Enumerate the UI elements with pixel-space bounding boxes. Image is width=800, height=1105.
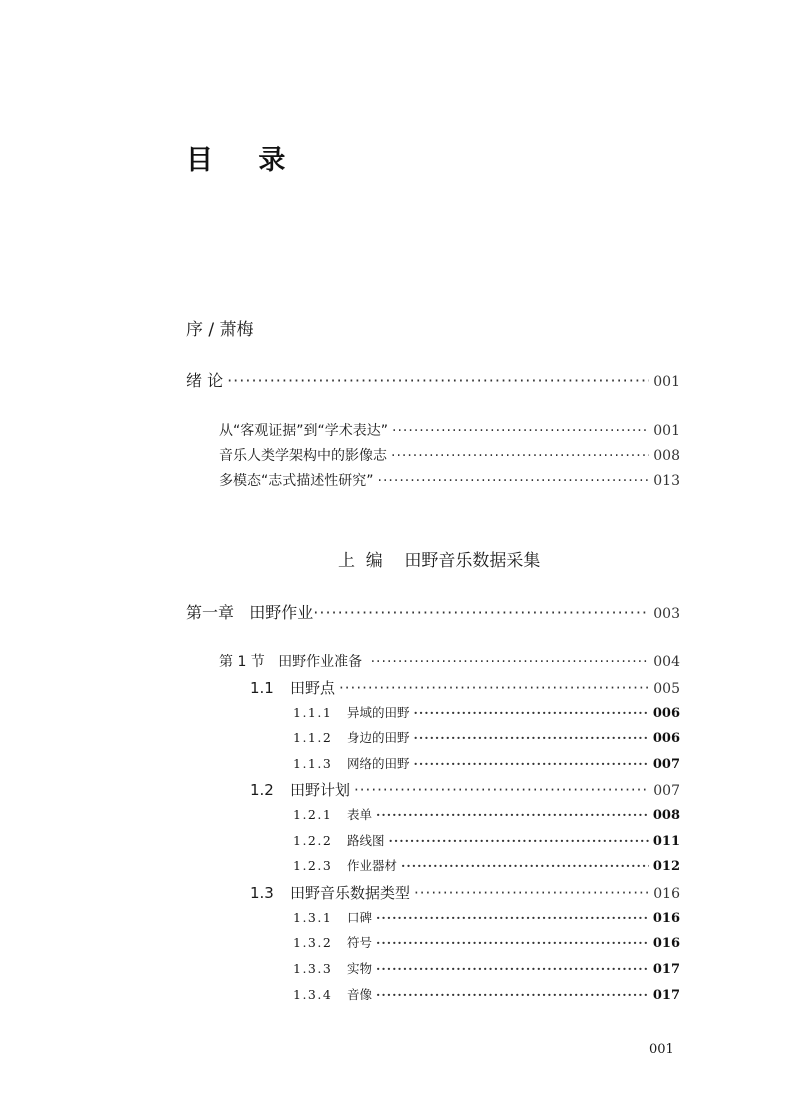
toc-entry-subsection[interactable] bbox=[250, 882, 680, 903]
toc-entry-title: 音乐人类学架构中的影像志 bbox=[219, 448, 387, 464]
toc-entry-number: 1.3.3 bbox=[293, 961, 333, 976]
toc-entry-item[interactable] bbox=[293, 831, 680, 849]
toc-entry-intro[interactable] bbox=[186, 368, 680, 391]
leader-dots bbox=[376, 807, 649, 822]
leader-dots bbox=[401, 858, 649, 873]
toc-page-number: 008 bbox=[652, 808, 680, 823]
toc-entry-title: 作业器材 bbox=[347, 858, 398, 873]
toc-entry-number: 1.1.2 bbox=[293, 730, 333, 745]
toc-entry-title: 身边的田野 bbox=[347, 730, 410, 745]
toc-page-number: 011 bbox=[652, 834, 680, 849]
toc-page-number: 001 bbox=[653, 374, 680, 390]
leader-dots bbox=[339, 679, 649, 697]
toc-page-number: 012 bbox=[652, 859, 680, 874]
toc-entry-title: 路线图 bbox=[347, 833, 385, 848]
toc-page-number: 013 bbox=[653, 473, 680, 489]
toc-entry-number: 1.2.3 bbox=[293, 858, 333, 873]
toc-entry-title: 表单 bbox=[347, 807, 373, 822]
toc-page-number: 008 bbox=[653, 448, 680, 464]
toc-entry-number: 1.2.1 bbox=[293, 807, 333, 822]
toc-entry-title: 网络的田野 bbox=[347, 756, 410, 771]
toc-page-number: 001 bbox=[653, 423, 680, 439]
leader-dots bbox=[414, 705, 649, 720]
toc-entry-label bbox=[293, 703, 410, 721]
toc-entry-title: 多模态“志式描述性研究” bbox=[219, 473, 374, 489]
toc-entry-title: 田野音乐数据类型 bbox=[290, 884, 411, 902]
toc-page-number: 017 bbox=[652, 962, 680, 977]
leader-dots bbox=[376, 910, 649, 925]
toc-entry-label bbox=[293, 831, 385, 849]
leader-dots bbox=[354, 781, 649, 799]
toc-entry-title: 田野计划 bbox=[290, 781, 351, 799]
toc-entry-item[interactable] bbox=[293, 908, 680, 926]
toc-page-number: 016 bbox=[652, 936, 680, 951]
toc-entry-item[interactable] bbox=[293, 959, 680, 977]
toc-page-number: 007 bbox=[653, 783, 680, 799]
toc-page-number: 004 bbox=[653, 654, 680, 670]
toc-page-number: 017 bbox=[652, 988, 680, 1003]
toc-entry-item[interactable] bbox=[293, 728, 680, 746]
toc-entry-item[interactable] bbox=[293, 985, 680, 1003]
toc-entry[interactable] bbox=[219, 470, 680, 490]
leader-dots bbox=[378, 473, 650, 489]
toc-entry-label bbox=[293, 728, 410, 746]
toc-page-number: 006 bbox=[652, 731, 680, 746]
toc-entry-number: 1.3 bbox=[250, 884, 274, 902]
preface-entry: 序 / 萧梅 bbox=[186, 320, 254, 340]
leader-dots bbox=[414, 730, 649, 745]
toc-entry-label bbox=[293, 908, 372, 926]
toc-entry-number: 1.1 bbox=[250, 679, 274, 697]
toc-entry-number: 1.3.2 bbox=[293, 935, 333, 950]
toc-entry-item[interactable] bbox=[293, 805, 680, 823]
toc-page-number: 005 bbox=[653, 681, 680, 697]
toc-entry-title: 音像 bbox=[347, 987, 373, 1002]
toc-entry[interactable] bbox=[219, 445, 680, 465]
toc-entry-subsection[interactable] bbox=[250, 677, 680, 698]
toc-entry-title: 符号 bbox=[347, 935, 373, 950]
toc-entry-label bbox=[250, 779, 350, 800]
toc-entry-number: 1.3.4 bbox=[293, 987, 333, 1002]
toc-entry-item[interactable] bbox=[293, 754, 680, 772]
footer-page-number: 001 bbox=[649, 1042, 674, 1057]
toc-page-number: 006 bbox=[652, 706, 680, 721]
toc-entry-title: 第一章 田野作业 bbox=[186, 603, 314, 622]
toc-page-number: 016 bbox=[652, 911, 680, 926]
leader-dots bbox=[313, 603, 649, 622]
toc-entry-label bbox=[293, 805, 372, 823]
toc-entry-label bbox=[250, 882, 410, 903]
toc-entry-number: 1.1.3 bbox=[293, 756, 333, 771]
toc-page-number: 003 bbox=[653, 606, 680, 622]
toc-entry-number: 1.3.1 bbox=[293, 910, 333, 925]
toc-entry-item[interactable] bbox=[293, 703, 680, 721]
toc-entry-title: 从“客观证据”到“学术表达” bbox=[219, 423, 389, 439]
toc-entry-label bbox=[293, 933, 372, 951]
toc-entry-item[interactable] bbox=[293, 856, 680, 874]
toc-entry-number: 1.1.1 bbox=[293, 705, 333, 720]
toc-entry-label bbox=[293, 754, 410, 772]
part-title: 上 编 田野音乐数据采集 bbox=[338, 551, 541, 571]
toc-entry-number: 1.2 bbox=[250, 781, 274, 799]
leader-dots bbox=[371, 654, 650, 670]
toc-entry-number: 1.2.2 bbox=[293, 833, 333, 848]
toc-entry-title: 实物 bbox=[347, 961, 373, 976]
leader-dots bbox=[389, 833, 649, 848]
leader-dots bbox=[391, 448, 649, 464]
toc-entry-chapter[interactable] bbox=[186, 600, 680, 623]
leader-dots bbox=[376, 987, 649, 1002]
toc-entry-item[interactable] bbox=[293, 933, 680, 951]
leader-dots bbox=[392, 423, 649, 439]
toc-entry-label bbox=[250, 677, 335, 698]
toc-page-number: 007 bbox=[652, 757, 680, 772]
toc-entry-section[interactable] bbox=[219, 651, 680, 671]
toc-entry-title: 异域的田野 bbox=[347, 705, 410, 720]
toc-entry-label bbox=[293, 985, 372, 1003]
toc-entry-title: 口碑 bbox=[347, 910, 373, 925]
toc-page-number: 016 bbox=[653, 886, 680, 902]
leader-dots bbox=[227, 371, 649, 390]
toc-entry-subsection[interactable] bbox=[250, 779, 680, 800]
leader-dots bbox=[376, 935, 649, 950]
toc-entry-label bbox=[293, 856, 397, 874]
toc-entry-title: 田野点 bbox=[290, 679, 336, 697]
leader-dots bbox=[376, 961, 649, 976]
toc-entry[interactable] bbox=[219, 420, 680, 440]
toc-entry-label bbox=[293, 959, 372, 977]
leader-dots bbox=[414, 756, 649, 771]
leader-dots bbox=[414, 884, 649, 902]
toc-entry-title: 第 1 节 田野作业准备 bbox=[219, 654, 367, 670]
page-title: 目 录 bbox=[186, 145, 304, 176]
toc-entry-title: 绪 论 bbox=[186, 371, 224, 390]
